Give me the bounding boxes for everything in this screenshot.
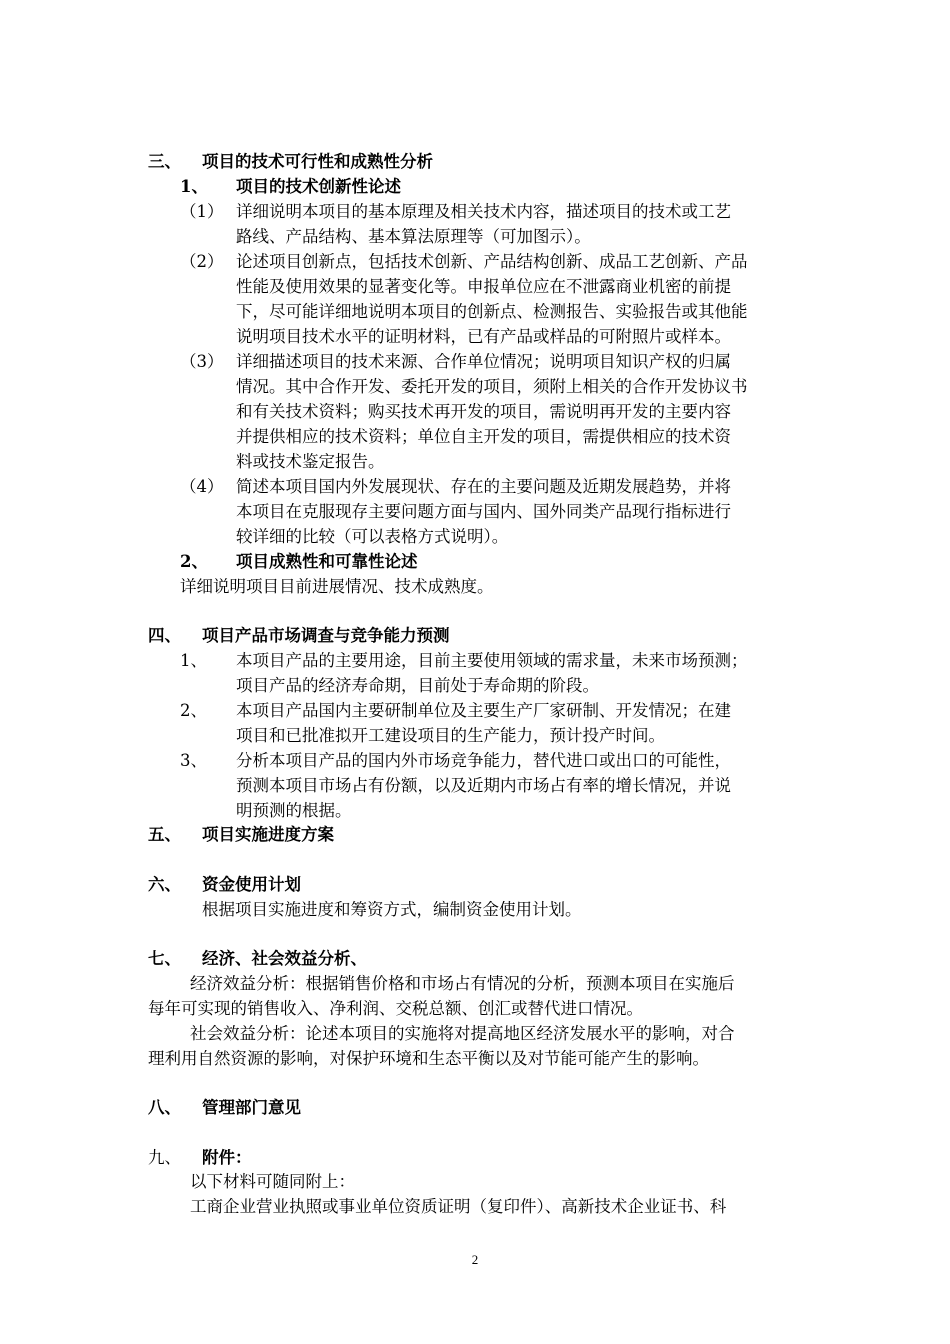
section-7-number: 七、: [148, 949, 181, 968]
s4-item-2-line-1: 本项目产品国内主要研制单位及主要生产厂家研制、开发情况；在建: [236, 701, 731, 720]
item-3-line-4: 并提供相应的技术资料；单位自主开发的项目，需提供相应的技术资: [236, 427, 731, 446]
item-1-line-2: 路线、产品结构、基本算法原理等（可加图示）。: [236, 227, 591, 246]
social-benefit-line-1: 社会效益分析：论述本项目的实施将对提高地区经济发展水平的影响，对合: [190, 1024, 735, 1043]
s4-item-1-line-2: 项目产品的经济寿命期，目前处于寿命期的阶段。: [236, 676, 599, 695]
sub2-body: 详细说明项目目前进展情况、技术成熟度。: [180, 577, 494, 596]
s4-item-2-line-2: 项目和已批准拟开工建设项目的生产能力，预计投产时间。: [236, 726, 665, 745]
section-6-number: 六、: [148, 875, 181, 894]
section-4-heading: [148, 624, 450, 649]
section-4-title: 项目产品市场调查与竞争能力预测: [202, 626, 450, 645]
social-benefit-line-2: 理利用自然资源的影响，对保护环境和生态平衡以及对节能可能产生的影响。: [148, 1049, 709, 1068]
section-7-title: 经济、社会效益分析、: [202, 949, 367, 968]
item-4-line-2: 本项目在克服现存主要问题方面与国内、国外同类产品现行指标进行: [236, 502, 731, 521]
section-9-title: 附件：: [202, 1148, 252, 1167]
section-6-body: 根据项目实施进度和筹资方式，编制资金使用计划。: [202, 900, 582, 919]
item-2-line-2: 性能及使用效果的显著变化等。申报单位应在不泄露商业机密的前提: [236, 277, 731, 296]
section-7-heading: [148, 947, 367, 972]
section-3-sub2-heading: [180, 550, 418, 575]
section-8-number: 八、: [148, 1098, 181, 1117]
item-4-number: （4）: [180, 477, 224, 496]
page-number: 2: [471, 1252, 479, 1267]
section-5-number: 五、: [148, 825, 181, 844]
section-5-title: 项目实施进度方案: [202, 825, 334, 844]
s4-item-3-number: 3、: [180, 751, 207, 770]
s4-item-3-line-1: 分析本项目产品的国内外市场竞争能力，替代进口或出口的可能性，: [236, 751, 731, 770]
s4-item-2-number: 2、: [180, 701, 207, 720]
section-8-title: 管理部门意见: [202, 1098, 301, 1117]
item-2-line-1: 论述项目创新点，包括技术创新、产品结构创新、成品工艺创新、产品: [236, 252, 748, 271]
section-5-heading: [148, 823, 334, 848]
item-2-line-3: 下，尽可能详细地说明本项目的创新点、检测报告、实验报告或其他能: [236, 302, 748, 321]
item-3-line-2: 情况。其中合作开发、委托开发的项目，须附上相关的合作开发协议书: [236, 377, 748, 396]
economic-benefit-line-1: 经济效益分析：根据销售价格和市场占有情况的分析，预测本项目在实施后: [190, 974, 735, 993]
section-3-title: 项目的技术可行性和成熟性分析: [202, 152, 433, 171]
section-3-sub1-heading: [180, 175, 401, 200]
section-6-title: 资金使用计划: [202, 875, 301, 894]
section-8-heading: [148, 1096, 301, 1121]
section-4-number: 四、: [148, 626, 181, 645]
attachment-intro: 以下材料可随同附上：: [190, 1172, 355, 1191]
s4-item-3-line-2: 预测本项目市场占有份额，以及近期内市场占有率的增长情况，并说: [236, 776, 731, 795]
item-1-number: （1）: [180, 202, 224, 221]
section-6-heading: [148, 873, 301, 898]
section-9-number: 九、: [148, 1148, 181, 1167]
s4-item-1-line-1: 本项目产品的主要用途，目前主要使用领域的需求量，未来市场预测；: [236, 651, 748, 670]
s4-item-1-number: 1、: [180, 651, 207, 670]
sub2-number: 2、: [180, 552, 208, 571]
item-2-number: （2）: [180, 252, 224, 271]
section-3-heading: [148, 150, 433, 175]
attachment-list-line: 工商企业营业执照或事业单位资质证明（复印件）、高新技术企业证书、科: [190, 1197, 727, 1216]
item-1-line-1: 详细说明本项目的基本原理及相关技术内容，描述项目的技术或工艺: [236, 202, 731, 221]
sub1-number: 1、: [180, 177, 208, 196]
section-9-heading: [148, 1146, 252, 1171]
item-3-line-5: 料或技术鉴定报告。: [236, 452, 385, 471]
sub2-title: 项目成熟性和可靠性论述: [236, 552, 418, 571]
item-3-line-1: 详细描述项目的技术来源、合作单位情况；说明项目知识产权的归属: [236, 352, 731, 371]
item-4-line-1: 简述本项目国内外发展现状、存在的主要问题及近期发展趋势，并将: [236, 477, 731, 496]
item-3-number: （3）: [180, 352, 224, 371]
s4-item-3-line-3: 明预测的根据。: [236, 801, 352, 820]
item-2-line-4: 说明项目技术水平的证明材料，已有产品或样品的可附照片或样本。: [236, 327, 731, 346]
item-4-line-3: 较详细的比较（可以表格方式说明）。: [236, 527, 509, 546]
sub1-title: 项目的技术创新性论述: [236, 177, 401, 196]
item-3-line-3: 和有关技术资料；购买技术再开发的项目，需说明再开发的主要内容: [236, 402, 731, 421]
section-3-number: 三、: [148, 152, 181, 171]
economic-benefit-line-2: 每年可实现的销售收入、净利润、交税总额、创汇或替代进口情况。: [148, 999, 643, 1018]
